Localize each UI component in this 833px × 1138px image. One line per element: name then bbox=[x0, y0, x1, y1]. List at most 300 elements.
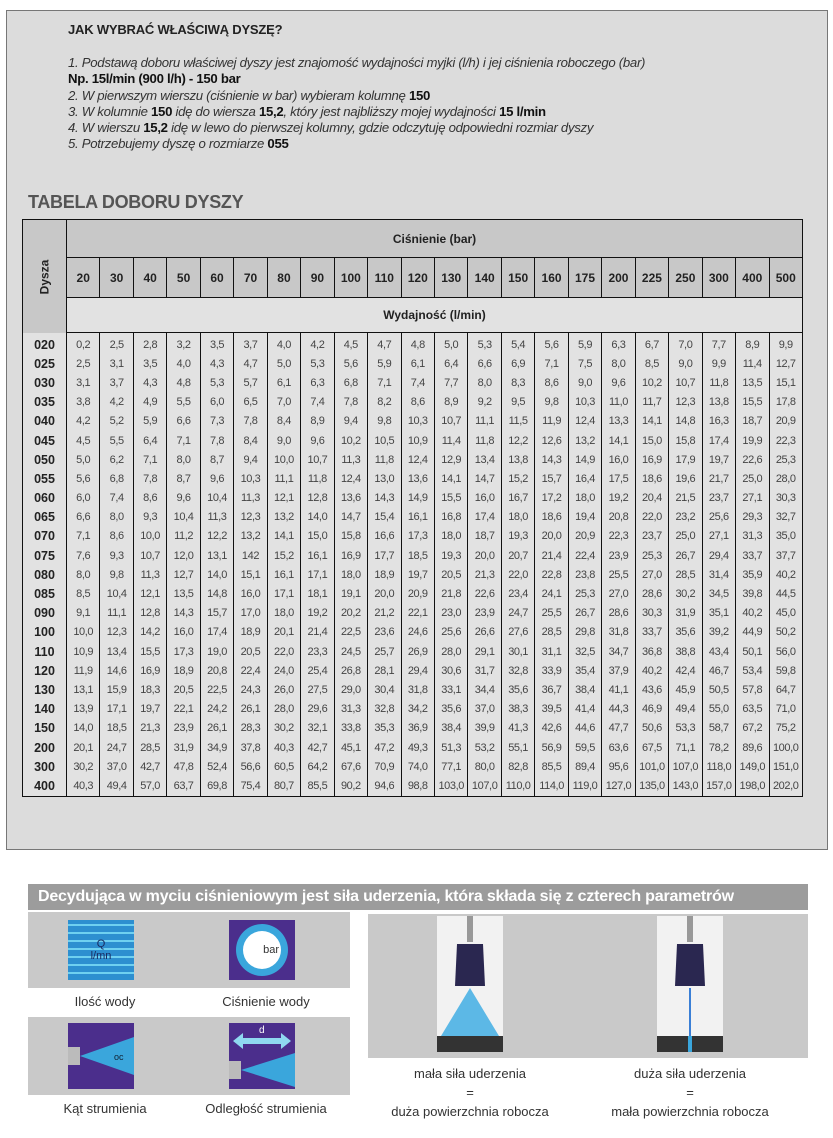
flow-cell: 13,8 bbox=[708, 396, 729, 409]
flow-cell: 67,2 bbox=[742, 722, 763, 735]
flow-cell: 6,1 bbox=[410, 357, 425, 370]
flow-cell: 4,7 bbox=[243, 357, 258, 370]
flow-cell: 24,5 bbox=[340, 645, 361, 658]
flow-cell: 25,7 bbox=[374, 645, 395, 658]
flow-cell: 18,7 bbox=[742, 415, 763, 428]
flow-cell: 49,4 bbox=[675, 703, 696, 716]
pressure-column bbox=[368, 333, 401, 796]
flow-cell: 20,9 bbox=[407, 588, 428, 601]
pressure-gauge-label: bar bbox=[243, 931, 281, 969]
flow-cell: 16,1 bbox=[274, 568, 294, 581]
flow-cell: 14,8 bbox=[207, 588, 227, 601]
flow-cell: 7,8 bbox=[143, 472, 158, 485]
nozzle-size: 130 bbox=[34, 682, 55, 697]
flow-cell: 22,0 bbox=[508, 568, 529, 581]
flow-cell: 13,1 bbox=[207, 549, 227, 562]
flow-cell: 20,9 bbox=[775, 415, 796, 428]
flow-cell: 80,0 bbox=[474, 760, 495, 773]
flow-cell: 30,4 bbox=[374, 683, 395, 696]
nozzle-size: 025 bbox=[34, 356, 55, 371]
flow-cell: 8,4 bbox=[243, 434, 258, 447]
pressure-column bbox=[535, 333, 568, 796]
flow-cell: 13,1 bbox=[73, 683, 94, 696]
highlighted-value: 150 bbox=[408, 87, 431, 103]
water-amount-icon-q: Q bbox=[96, 938, 106, 950]
flow-cell: 33,7 bbox=[642, 626, 662, 639]
flow-cell: 9,9 bbox=[711, 357, 726, 370]
flow-cell: 25,3 bbox=[642, 549, 662, 562]
flow-cell: 13,5 bbox=[742, 376, 763, 389]
flow-cell: 50,6 bbox=[642, 722, 662, 735]
flow-cell: 4,3 bbox=[143, 376, 158, 389]
flow-cell: 28,0 bbox=[775, 472, 796, 485]
flow-cell: 5,7 bbox=[243, 376, 258, 389]
pressure-column bbox=[201, 333, 234, 796]
flow-cell: 8,6 bbox=[544, 376, 559, 389]
flow-cell: 22,1 bbox=[407, 607, 428, 620]
flow-cell: 7,3 bbox=[209, 415, 225, 428]
flow-cell: 11,8 bbox=[307, 472, 327, 485]
flow-cell: 33,8 bbox=[340, 722, 361, 735]
nozzle-size: 090 bbox=[34, 606, 55, 621]
flow-cell: 18,9 bbox=[173, 664, 194, 677]
flow-cell: 19,2 bbox=[307, 607, 328, 620]
flow-cell: 4,3 bbox=[209, 357, 225, 370]
flow-cell: 23,9 bbox=[474, 607, 495, 620]
flow-cell: 23,7 bbox=[708, 492, 729, 505]
flow-cell: 20,1 bbox=[73, 741, 94, 754]
flow-cell: 29,1 bbox=[474, 645, 495, 658]
flow-cell: 34,2 bbox=[407, 703, 428, 716]
flow-cell: 40,2 bbox=[642, 664, 662, 677]
flow-cell: 25,0 bbox=[675, 530, 696, 543]
nozzle-size: 120 bbox=[34, 663, 55, 678]
flow-cell: 22,0 bbox=[274, 645, 294, 658]
flow-cell: 18,9 bbox=[240, 626, 261, 639]
flow-cell: 10,3 bbox=[407, 415, 428, 428]
flow-cell: 27,0 bbox=[642, 568, 662, 581]
flow-cell: 5,3 bbox=[209, 376, 225, 389]
flow-cell: 26,8 bbox=[340, 664, 361, 677]
flow-cell: 44,5 bbox=[775, 588, 796, 601]
flow-cell: 14,3 bbox=[173, 607, 194, 620]
flow-cell: 52,4 bbox=[207, 760, 227, 773]
flow-cell: 27,6 bbox=[508, 626, 529, 639]
pressure-column-header: 225 bbox=[636, 258, 669, 297]
flow-cell: 12,3 bbox=[106, 626, 127, 639]
flow-cell: 8,6 bbox=[143, 492, 158, 505]
flow-cell: 28,5 bbox=[140, 741, 161, 754]
nozzle-size: 065 bbox=[34, 510, 55, 525]
flow-cell: 57,0 bbox=[140, 779, 161, 792]
flow-cell: 18,3 bbox=[140, 683, 161, 696]
flow-cell: 35,6 bbox=[675, 626, 696, 639]
flow-cell: 49,4 bbox=[106, 779, 127, 792]
flow-cell: 57,8 bbox=[742, 683, 763, 696]
step-text: Np. 15l/min (900 l/h) - 150 bar bbox=[68, 71, 241, 87]
flow-cell: 16,6 bbox=[374, 530, 395, 543]
flow-cell: 157,0 bbox=[706, 779, 732, 792]
flow-cell: 5,4 bbox=[511, 338, 526, 351]
flow-cell: 22,3 bbox=[608, 530, 629, 543]
pressure-column-header: 200 bbox=[602, 258, 635, 297]
flow-cell: 67,6 bbox=[340, 760, 361, 773]
flow-cell: 10,4 bbox=[173, 511, 194, 524]
flow-cell: 9,6 bbox=[209, 472, 225, 485]
flow-cell: 15,5 bbox=[742, 396, 763, 409]
flow-cell: 22,8 bbox=[541, 568, 562, 581]
flow-cell: 19,0 bbox=[207, 645, 227, 658]
jet-angle-icon bbox=[68, 1023, 134, 1089]
flow-cell: 14,7 bbox=[340, 511, 361, 524]
flow-cell: 15,8 bbox=[340, 530, 361, 543]
pressure-column-header: 80 bbox=[268, 258, 301, 297]
flow-cell: 11,7 bbox=[642, 396, 662, 409]
pressure-column bbox=[435, 333, 468, 796]
flow-cell: 14,3 bbox=[374, 492, 395, 505]
flow-cell: 45,0 bbox=[775, 607, 796, 620]
flow-cell: 26,6 bbox=[474, 626, 495, 639]
pressure-column-header: 100 bbox=[335, 258, 368, 297]
flow-cell: 7,1 bbox=[143, 453, 158, 466]
flow-cell: 7,4 bbox=[410, 376, 425, 389]
nozzle-size: 040 bbox=[34, 414, 55, 429]
flow-cell: 12,7 bbox=[775, 357, 796, 370]
flow-cell: 37,0 bbox=[106, 760, 127, 773]
flow-cell: 38,4 bbox=[441, 722, 462, 735]
flow-cell: 39,8 bbox=[742, 588, 763, 601]
flow-cell: 21,7 bbox=[708, 472, 729, 485]
flow-cell: 16,0 bbox=[474, 492, 495, 505]
flow-cell: 40,2 bbox=[742, 607, 763, 620]
flow-cell: 29,8 bbox=[575, 626, 595, 639]
flow-cell: 9,2 bbox=[477, 396, 492, 409]
flow-cell: 17,3 bbox=[407, 530, 428, 543]
flow-cell: 30,2 bbox=[274, 722, 294, 735]
nozzle-size: 110 bbox=[34, 644, 55, 659]
howto-title: JAK WYBRAĆ WŁAŚCIWĄ DYSZĘ? bbox=[68, 22, 283, 37]
flow-cell: 19,7 bbox=[140, 703, 161, 716]
nozzle-size: 085 bbox=[34, 587, 55, 602]
flow-cell: 13,8 bbox=[508, 453, 529, 466]
flow-cell: 12,0 bbox=[173, 549, 194, 562]
flow-cell: 8,9 bbox=[444, 396, 459, 409]
flow-cell: 6,0 bbox=[209, 396, 225, 409]
flow-cell: 34,9 bbox=[207, 741, 227, 754]
flow-cell: 114,0 bbox=[539, 779, 564, 792]
flow-cell: 103,0 bbox=[438, 779, 464, 792]
flow-cell: 90,2 bbox=[340, 779, 361, 792]
flow-cell: 19,7 bbox=[407, 568, 428, 581]
flow-cell: 4,7 bbox=[377, 338, 392, 351]
flow-cell: 25,6 bbox=[441, 626, 462, 639]
flow-cell: 7,7 bbox=[444, 376, 459, 389]
flow-cell: 16,8 bbox=[441, 511, 462, 524]
flow-cell: 8,7 bbox=[176, 472, 191, 485]
flow-cell: 8,7 bbox=[209, 453, 225, 466]
flow-cell: 19,4 bbox=[575, 511, 595, 524]
flow-cell: 5,3 bbox=[477, 338, 492, 351]
flow-cell: 13,6 bbox=[340, 492, 361, 505]
flow-cell: 63,6 bbox=[608, 741, 629, 754]
flow-cell: 23,4 bbox=[508, 588, 529, 601]
flow-cell: 10,3 bbox=[575, 396, 595, 409]
highlighted-value: 15,2 bbox=[143, 120, 168, 136]
flow-cell: 29,3 bbox=[742, 511, 763, 524]
flow-cell: 5,5 bbox=[109, 434, 124, 447]
howto-steps bbox=[68, 55, 768, 153]
flow-cell: 10,3 bbox=[240, 472, 261, 485]
flow-cell: 10,2 bbox=[340, 434, 361, 447]
flow-cell: 4,5 bbox=[76, 434, 91, 447]
flow-cell: 5,9 bbox=[577, 338, 593, 351]
flow-cell: 29,0 bbox=[340, 683, 361, 696]
flow-cell: 22,0 bbox=[642, 511, 662, 524]
flow-cell: 37,0 bbox=[474, 703, 495, 716]
flow-cell: 22,4 bbox=[240, 664, 261, 677]
flow-cell: 151,0 bbox=[772, 760, 799, 773]
pressure-column bbox=[234, 333, 267, 796]
flow-cell: 53,4 bbox=[742, 664, 763, 677]
pressure-column-header: 40 bbox=[134, 258, 167, 297]
flow-cell: 53,3 bbox=[675, 722, 696, 735]
flow-cell: 17,1 bbox=[307, 568, 328, 581]
flow-cell: 4,8 bbox=[410, 338, 425, 351]
impact-panel bbox=[368, 914, 808, 1058]
flow-cell: 5,6 bbox=[343, 357, 358, 370]
flow-cell: 20,7 bbox=[508, 549, 529, 562]
water-amount-label: Ilość wody bbox=[74, 994, 136, 1009]
jet-distance-graphic bbox=[229, 1023, 295, 1089]
flow-cell: 107,0 bbox=[471, 779, 498, 792]
pressure-columns bbox=[67, 258, 802, 298]
flow-cell: 119,0 bbox=[572, 779, 598, 792]
flow-cell: 50,1 bbox=[742, 645, 763, 658]
pressure-column bbox=[134, 333, 167, 796]
flow-cell: 5,6 bbox=[544, 338, 559, 351]
flow-cell: 56,0 bbox=[775, 645, 796, 658]
pressure-column bbox=[569, 333, 602, 796]
flow-cell: 7,4 bbox=[109, 492, 124, 505]
flow-cell: 10,4 bbox=[106, 588, 127, 601]
flow-cell: 74,0 bbox=[407, 760, 428, 773]
nozzle-size: 140 bbox=[34, 702, 55, 717]
flow-cell: 11,1 bbox=[274, 472, 294, 485]
flow-cell: 13,4 bbox=[106, 645, 127, 658]
flow-cell: 3,7 bbox=[243, 338, 258, 351]
flow-cell: 14,2 bbox=[140, 626, 161, 639]
flow-cell: 16,9 bbox=[140, 664, 161, 677]
flow-cell: 63,5 bbox=[742, 703, 763, 716]
pressure-gauge-icon bbox=[229, 920, 295, 980]
flow-cell: 71,0 bbox=[775, 703, 796, 716]
water-amount-icon-unit: l/mn bbox=[90, 950, 112, 962]
flow-cell: 15,9 bbox=[106, 683, 127, 696]
flow-cell: 107,0 bbox=[672, 760, 699, 773]
pressure-column bbox=[167, 333, 200, 796]
flow-cell: 15,0 bbox=[642, 434, 662, 447]
pressure-column-header: 300 bbox=[703, 258, 736, 297]
flow-cell: 12,1 bbox=[140, 588, 161, 601]
flow-cell: 16,1 bbox=[307, 549, 328, 562]
flow-cell: 18,6 bbox=[642, 472, 662, 485]
flow-cell: 25,0 bbox=[742, 472, 763, 485]
flow-cell: 42,7 bbox=[140, 760, 161, 773]
pressure-column-header: 175 bbox=[569, 258, 602, 297]
flow-cell: 31,4 bbox=[708, 568, 729, 581]
flow-cell: 23,8 bbox=[575, 568, 595, 581]
flow-cell: 14,7 bbox=[474, 472, 495, 485]
flow-cell: 13,2 bbox=[274, 511, 294, 524]
flow-cell: 14,0 bbox=[73, 722, 94, 735]
flow-cell: 15,2 bbox=[274, 549, 294, 562]
flow-cell: 75,2 bbox=[775, 722, 796, 735]
pressure-column-header: 130 bbox=[435, 258, 468, 297]
flow-cell: 19,1 bbox=[340, 588, 361, 601]
flow-cell: 4,2 bbox=[310, 338, 325, 351]
pressure-column-header: 400 bbox=[736, 258, 769, 297]
flow-cell: 22,5 bbox=[207, 683, 227, 696]
flow-cell: 3,5 bbox=[209, 338, 225, 351]
flow-cell: 28,0 bbox=[441, 645, 462, 658]
flow-cell: 7,5 bbox=[577, 357, 593, 370]
flow-cell: 60,5 bbox=[274, 760, 294, 773]
flow-cell: 8,0 bbox=[176, 453, 191, 466]
flow-cell: 35,6 bbox=[441, 703, 462, 716]
flow-cell: 11,9 bbox=[73, 664, 93, 677]
flow-cell: 10,7 bbox=[140, 549, 161, 562]
flow-cell: 71,1 bbox=[675, 741, 696, 754]
nozzle-size: 030 bbox=[34, 375, 55, 390]
flow-cell: 7,8 bbox=[243, 415, 258, 428]
flow-cell: 25,4 bbox=[307, 664, 328, 677]
flow-cell: 55,0 bbox=[708, 703, 729, 716]
flow-cell: 17,3 bbox=[173, 645, 194, 658]
pressure-column bbox=[636, 333, 669, 796]
flow-cell: 13,9 bbox=[73, 703, 94, 716]
flow-cell: 22,3 bbox=[775, 434, 796, 447]
row-header-label: Dysza bbox=[37, 259, 52, 294]
flow-cell: 26,1 bbox=[207, 722, 227, 735]
flow-cell: 13,2 bbox=[240, 530, 261, 543]
flow-cell: 6,6 bbox=[176, 415, 191, 428]
flow-cell: 85,5 bbox=[541, 760, 562, 773]
flow-cell: 10,0 bbox=[140, 530, 161, 543]
flow-cell: 30,1 bbox=[508, 645, 529, 658]
flow-cell: 15,8 bbox=[675, 434, 696, 447]
high-impact-line1: duża siła uderzenia bbox=[633, 1066, 747, 1081]
flow-header: Wydajność (l/min) bbox=[67, 298, 802, 333]
flow-cell: 26,0 bbox=[274, 683, 294, 696]
flow-cell: 34,7 bbox=[608, 645, 629, 658]
jet-distance-label: Odległość strumienia bbox=[205, 1101, 327, 1116]
flow-cell: 30,6 bbox=[441, 664, 462, 677]
flow-cell: 19,7 bbox=[708, 453, 729, 466]
flow-cell: 55,1 bbox=[508, 741, 529, 754]
flow-cell: 9,6 bbox=[310, 434, 325, 447]
flow-cell: 5,3 bbox=[310, 357, 325, 370]
flow-cell: 89,4 bbox=[575, 760, 595, 773]
flow-cell: 11,3 bbox=[140, 568, 160, 581]
flow-cell: 7,1 bbox=[176, 434, 191, 447]
flow-cell: 18,6 bbox=[541, 511, 562, 524]
howto-step bbox=[68, 71, 768, 87]
flow-cell: 7,1 bbox=[544, 357, 559, 370]
flow-cell: 101,0 bbox=[639, 760, 665, 773]
nozzle-sizes bbox=[23, 333, 67, 796]
flow-cell: 20,2 bbox=[340, 607, 361, 620]
flow-cell: 14,6 bbox=[106, 664, 127, 677]
flow-cell: 15,0 bbox=[307, 530, 328, 543]
flow-cell: 31,9 bbox=[173, 741, 194, 754]
flow-cell: 22,1 bbox=[173, 703, 194, 716]
howto-step bbox=[68, 136, 768, 152]
flow-cell: 6,4 bbox=[143, 434, 158, 447]
high-impact-caption bbox=[580, 1064, 800, 1121]
flow-cell: 12,3 bbox=[675, 396, 696, 409]
flow-cell: 67,5 bbox=[642, 741, 662, 754]
flow-cell: 5,5 bbox=[176, 396, 191, 409]
highlighted-value: 150 bbox=[151, 103, 173, 119]
flow-cell: 12,6 bbox=[541, 434, 562, 447]
flow-cell: 27,1 bbox=[742, 492, 763, 505]
flow-cell: 6,5 bbox=[243, 396, 258, 409]
water-amount-icon bbox=[68, 920, 134, 980]
nozzle-size: 055 bbox=[34, 471, 55, 486]
flow-cell: 13,6 bbox=[407, 472, 428, 485]
flow-cell: 16,0 bbox=[173, 626, 194, 639]
flow-cell: 9,8 bbox=[544, 396, 559, 409]
flow-cell: 6,9 bbox=[511, 357, 526, 370]
flow-cell: 29,6 bbox=[307, 703, 328, 716]
flow-cell: 16,4 bbox=[575, 472, 595, 485]
flow-cell: 8,0 bbox=[611, 357, 626, 370]
flow-cell: 32,7 bbox=[775, 511, 796, 524]
flow-cell: 43,6 bbox=[642, 683, 662, 696]
table-title: TABELA DOBORU DYSZY bbox=[28, 192, 244, 212]
flow-cell: 24,6 bbox=[407, 626, 428, 639]
flow-cell: 46,7 bbox=[708, 664, 729, 677]
flow-cell: 5,9 bbox=[377, 357, 392, 370]
flow-cell: 14,1 bbox=[642, 415, 662, 428]
flow-cell: 6,3 bbox=[611, 338, 626, 351]
low-impact-caption bbox=[360, 1064, 580, 1121]
flow-cell: 198,0 bbox=[739, 779, 766, 792]
flow-cell: 20,5 bbox=[441, 568, 462, 581]
flow-cell: 45,1 bbox=[340, 741, 361, 754]
flow-cell: 25,3 bbox=[775, 453, 796, 466]
howto-section bbox=[68, 22, 768, 153]
flow-cell: 20,0 bbox=[474, 549, 495, 562]
flow-cell: 35,9 bbox=[742, 568, 763, 581]
flow-cell: 31,1 bbox=[541, 645, 562, 658]
flow-cell: 19,3 bbox=[508, 530, 529, 543]
flow-cell: 24,2 bbox=[207, 703, 227, 716]
nozzle-size: 100 bbox=[34, 625, 55, 640]
flow-cell: 32,8 bbox=[374, 703, 395, 716]
flow-cell: 8,6 bbox=[109, 530, 124, 543]
flow-cell: 11,8 bbox=[475, 434, 495, 447]
flow-cell: 11,3 bbox=[207, 511, 227, 524]
flow-cell: 118,0 bbox=[706, 760, 732, 773]
pressure-header: Ciśnienie (bar) bbox=[67, 220, 802, 258]
flow-cell: 30,3 bbox=[775, 492, 796, 505]
flow-cell: 9,5 bbox=[511, 396, 526, 409]
flow-cell: 18,5 bbox=[106, 722, 127, 735]
flow-cell: 42,7 bbox=[307, 741, 328, 754]
flow-cell: 85,5 bbox=[307, 779, 328, 792]
flow-cell: 35,4 bbox=[575, 664, 595, 677]
